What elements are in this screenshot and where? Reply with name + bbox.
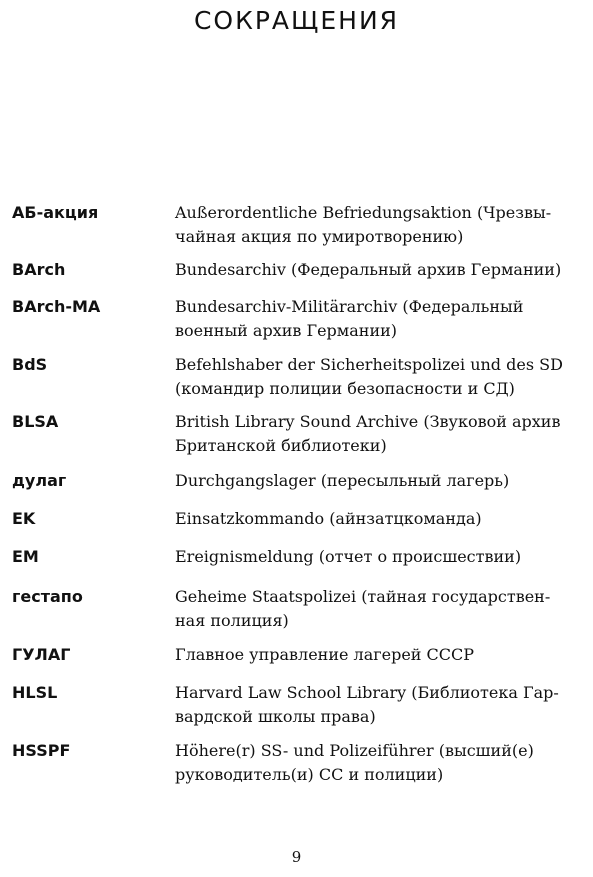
definition-line: вардской школы права) bbox=[175, 707, 376, 726]
abbreviation-definition bbox=[175, 643, 474, 667]
abbreviation-definition bbox=[175, 295, 523, 343]
abbreviation-term: HLSL bbox=[12, 683, 58, 702]
definition-line: Höhere(r) SS- und Polizeiführer (высший(е) bbox=[175, 741, 534, 760]
abbreviation-definition bbox=[175, 410, 560, 458]
definition-line: руководитель(и) СС и полиции) bbox=[175, 765, 444, 784]
definition-line: Befehlshaber der Sicherheitspolizei und des SD bbox=[175, 355, 563, 374]
abbreviation-definition bbox=[175, 469, 509, 493]
definition-line: Bundesarchiv (Федеральный архив Германии) bbox=[175, 260, 562, 279]
abbreviation-definition bbox=[175, 258, 561, 282]
definition-line: ная полиция) bbox=[175, 611, 289, 630]
abbreviation-term: HSSPF bbox=[12, 741, 71, 760]
definition-line: военный архив Германии) bbox=[175, 321, 398, 340]
abbreviation-definition bbox=[175, 585, 550, 633]
definition-line: British Library Sound Archive (Звуковой архив bbox=[175, 412, 561, 431]
abbreviation-definition bbox=[175, 545, 521, 569]
abbreviation-term: BArch bbox=[12, 260, 66, 279]
definition-line: Einsatzkommando (айнзатцкоманда) bbox=[175, 509, 482, 528]
abbreviation-term: EM bbox=[12, 547, 39, 566]
definition-line: Британской библиотеки) bbox=[175, 436, 387, 455]
abbreviation-term: BArch-MA bbox=[12, 297, 101, 316]
abbreviation-term: BLSA bbox=[12, 412, 59, 431]
definition-line: Bundesarchiv-Militärarchiv (Федеральный bbox=[175, 297, 524, 316]
abbreviation-term: BdS bbox=[12, 355, 48, 374]
abbreviation-definition bbox=[175, 353, 563, 401]
definition-line: Главное управление лагерей СССР bbox=[175, 645, 475, 664]
abbreviation-term: АБ-акция bbox=[12, 203, 99, 222]
definition-line: Geheime Staatspolizei (тайная государствен- bbox=[175, 587, 551, 606]
definition-line: Harvard Law School Library (Библиотека Гар- bbox=[175, 683, 559, 702]
abbreviation-term: гестапо bbox=[12, 587, 83, 606]
definition-line: Außerordentliche Befriedungsaktion (Чрезвы- bbox=[175, 203, 552, 222]
abbreviation-definition bbox=[175, 681, 559, 729]
abbreviation-definition bbox=[175, 739, 534, 787]
abbreviation-term: EK bbox=[12, 509, 36, 528]
definition-line: (командир полиции безопасности и СД) bbox=[175, 379, 515, 398]
abbreviation-term: ГУЛАГ bbox=[12, 645, 71, 664]
abbreviation-definition bbox=[175, 201, 551, 249]
definition-line: Durchgangslager (пересыльный лагерь) bbox=[175, 471, 510, 490]
definition-line: чайная акция по умиротворению) bbox=[175, 227, 464, 246]
definition-line: Ereignismeldung (отчет о происшествии) bbox=[175, 547, 522, 566]
abbreviation-definition bbox=[175, 507, 482, 531]
abbreviation-term: дулаг bbox=[12, 471, 67, 490]
page-number: 9 bbox=[291, 848, 302, 866]
page-title: СОКРАЩЕНИЯ bbox=[193, 6, 400, 35]
